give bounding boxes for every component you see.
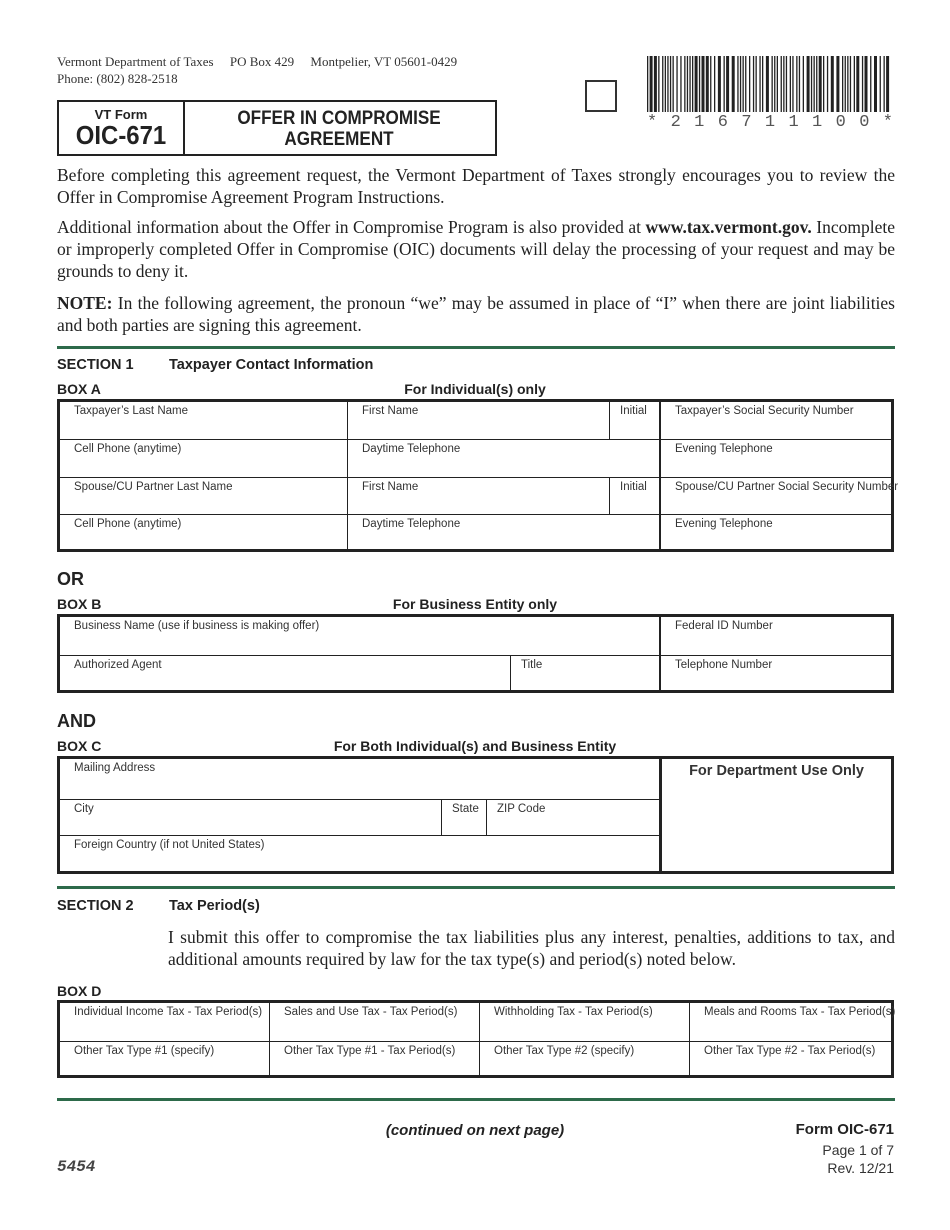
barcode-bar [650, 56, 653, 112]
form-title-line2: AGREEMENT [284, 129, 394, 150]
barcode-bar [880, 56, 881, 112]
department-use-only: For Department Use Only [659, 759, 891, 871]
boxB-grid [57, 614, 894, 693]
intro-p2-before: Additional information about the Offer in Compromise Program is also provided at [57, 217, 646, 237]
form-title-line1: OFFER IN COMPROMISE [237, 108, 441, 129]
header-address [57, 53, 457, 70]
city-field[interactable]: City [60, 799, 441, 835]
barcode-bar [724, 56, 725, 112]
header-phone: Phone: (802) 828-2518 [57, 71, 178, 86]
barcode [647, 56, 893, 112]
barcode-bar [799, 56, 800, 112]
boxD-label: BOX D [57, 983, 102, 999]
barcode-bar [874, 56, 877, 112]
boxD-grid [57, 1000, 894, 1078]
sales-use-tax-periods-field[interactable]: Sales and Use Tax - Tax Period(s) [269, 1003, 479, 1041]
section1-label: SECTION 1 [57, 357, 134, 373]
individual-income-tax-periods-field[interactable]: Individual Income Tax - Tax Period(s) [74, 1006, 263, 1018]
business-name-field[interactable]: Business Name (use if business is making offer) [74, 620, 320, 632]
barcode-bar [790, 56, 791, 112]
barcode-bar [850, 56, 851, 112]
intro-paragraph-2 [57, 216, 895, 282]
barcode-bar [726, 56, 729, 112]
barcode-char: 1 [788, 113, 799, 132]
boxC-label: BOX C [57, 738, 102, 754]
and-label: AND [57, 711, 96, 731]
form-number: OIC-671 [75, 120, 167, 150]
barcode-bar [714, 56, 715, 112]
barcode-bar [831, 56, 834, 112]
barcode-bar [884, 56, 885, 112]
other-tax-type-1-field[interactable]: Other Tax Type #1 (specify) [60, 1041, 269, 1075]
barcode-bar [654, 56, 657, 112]
barcode-bar [718, 56, 721, 112]
barcode-char: 1 [812, 113, 823, 132]
taxpayer-ssn-field[interactable]: Taxpayer’s Social Security Number [659, 402, 891, 439]
section2-label: SECTION 2 [57, 898, 134, 914]
withholding-tax-periods-field[interactable]: Withholding Tax - Tax Period(s) [479, 1003, 689, 1041]
barcode-bar [865, 56, 868, 112]
barcode-char: 1 [694, 113, 705, 132]
barcode-bar [676, 56, 677, 112]
form-title [199, 108, 480, 150]
po-box: PO Box 429 [229, 54, 295, 69]
boxA-subtitle: For Individual(s) only [404, 381, 546, 397]
barcode-bar [745, 56, 746, 112]
section2-statement: I submit this offer to compromise the tax liabilities plus any interest, penalties, additions to tax, and additional amounts required by law for the tax type(s) and period(s) noted below. [168, 927, 895, 969]
barcode-bar [823, 56, 824, 112]
barcode-bar [862, 56, 863, 112]
zip-field[interactable]: ZIP Code [486, 799, 659, 835]
barcode-bar [673, 56, 674, 112]
spouse-initial-field[interactable]: Initial [609, 477, 659, 514]
barcode-bar [786, 56, 787, 112]
barcode-bar [692, 56, 693, 112]
foreign-country-field[interactable]: Foreign Country (if not United States) [60, 835, 659, 871]
barcode-bar [706, 56, 709, 112]
barcode-bar [749, 56, 750, 112]
section-divider [57, 886, 895, 889]
dept-name: Vermont Department of Taxes [57, 54, 214, 69]
boxC-grid [57, 756, 894, 874]
barcode-bar [870, 56, 871, 112]
authorized-agent-field[interactable]: Authorized Agent [60, 655, 510, 690]
barcode-bar [667, 56, 668, 112]
barcode-bar [783, 56, 784, 112]
barcode-char: 6 [717, 113, 728, 132]
barcode-bar [680, 56, 681, 112]
amended-checkbox[interactable] [585, 80, 617, 112]
barcode-bar [847, 56, 848, 112]
city-line: Montpelier, VT 05601-0429 [310, 54, 458, 69]
barcode-bar [670, 56, 671, 112]
barcode-bar [684, 56, 685, 112]
barcode-bar [807, 56, 810, 112]
vt-form-label: VT Form [94, 107, 148, 122]
note-label: NOTE: [57, 293, 113, 313]
spouse-first-name-field[interactable]: First Name [347, 477, 609, 514]
taxpayer-first-name-field[interactable]: First Name [347, 402, 609, 439]
business-telephone-field[interactable]: Telephone Number [659, 655, 891, 690]
barcode-bar [796, 56, 797, 112]
other-tax-type-2-periods-field[interactable]: Other Tax Type #2 - Tax Period(s) [689, 1041, 891, 1075]
footer-form-name: Form OIC-671 [795, 1121, 894, 1138]
meals-rooms-tax-periods-field[interactable]: Meals and Rooms Tax - Tax Period(s) [689, 1003, 891, 1041]
form-id-box [57, 100, 497, 156]
form-number-block [59, 102, 185, 154]
mailing-address-field[interactable]: Mailing Address [74, 762, 156, 774]
barcode-bar [816, 56, 817, 112]
barcode-bar [740, 56, 741, 112]
barcode-bar [687, 56, 688, 112]
barcode-char: 0 [835, 113, 846, 132]
barcode-char: * [647, 113, 658, 132]
spouse-evening-tel-field[interactable]: Evening Telephone [659, 514, 891, 549]
barcode-text [647, 113, 893, 132]
spouse-last-name-field[interactable]: Spouse/CU Partner Last Name [60, 477, 347, 514]
boxB-label: BOX B [57, 596, 102, 612]
section-divider [57, 346, 895, 349]
barcode-bar [658, 56, 659, 112]
other-tax-type-1-periods-field[interactable]: Other Tax Type #1 - Tax Period(s) [269, 1041, 479, 1075]
barcode-bar [781, 56, 782, 112]
barcode-bar [842, 56, 843, 112]
barcode-char: 2 [670, 113, 681, 132]
barcode-bar [647, 56, 648, 112]
barcode-bar [803, 56, 804, 112]
barcode-char: * [882, 113, 893, 132]
section1-header [57, 357, 457, 373]
barcode-bar [836, 56, 839, 112]
barcode-bar [699, 56, 700, 112]
spouse-daytime-tel-field[interactable]: Daytime Telephone [347, 514, 659, 549]
taxpayer-last-name-field[interactable]: Taxpayer’s Last Name [74, 405, 188, 417]
barcode-bar [753, 56, 754, 112]
barcode-bar [702, 56, 705, 112]
barcode-bar [759, 56, 760, 112]
footer-page-number: Page 1 of 7 [822, 1142, 894, 1158]
barcode-char: 0 [859, 113, 870, 132]
barcode-bar [845, 56, 846, 112]
continued-note: (continued on next page) [385, 1122, 565, 1139]
barcode-char: 7 [741, 113, 752, 132]
boxB-subtitle: For Business Entity only [392, 596, 558, 612]
barcode-bar [665, 56, 666, 112]
footer-revision: Rev. 12/21 [827, 1160, 894, 1176]
spouse-cell-phone-field[interactable]: Cell Phone (anytime) [60, 514, 347, 549]
barcode-bar [792, 56, 793, 112]
footer-code: 5454 [57, 1158, 96, 1176]
barcode-char: 1 [764, 113, 776, 132]
barcode-bar [856, 56, 859, 112]
other-tax-type-2-field[interactable]: Other Tax Type #2 (specify) [479, 1041, 689, 1075]
taxpayer-cell-phone-field[interactable]: Cell Phone (anytime) [60, 439, 347, 477]
taxpayer-evening-tel-field[interactable]: Evening Telephone [659, 439, 891, 477]
section2-header [57, 898, 457, 914]
barcode-bar [774, 56, 775, 112]
barcode-bar [811, 56, 812, 112]
barcode-bar [772, 56, 773, 112]
barcode-bar [762, 56, 763, 112]
barcode-bar [819, 56, 822, 112]
barcode-bar [689, 56, 690, 112]
barcode-bar [732, 56, 735, 112]
spouse-ssn-field[interactable]: Spouse/CU Partner Social Security Number [659, 477, 891, 514]
boxA-grid [57, 399, 899, 552]
footer-divider [57, 1098, 895, 1101]
section2-title: Tax Period(s) [169, 898, 260, 914]
barcode-bar [766, 56, 769, 112]
barcode-bar [777, 56, 778, 112]
note-text: In the following agreement, the pronoun “we” may be assumed in place of “I” when there are joint liabilities and both parties are signing this agreement. [57, 293, 895, 335]
barcode-bar [886, 56, 889, 112]
state-field[interactable]: State [441, 799, 486, 835]
barcode-bar [743, 56, 744, 112]
boxC-subtitle: For Both Individual(s) and Business Entity [333, 738, 617, 754]
barcode-bar [662, 56, 663, 112]
barcode-bar [827, 56, 828, 112]
barcode-bar [756, 56, 757, 112]
taxpayer-initial-field[interactable]: Initial [609, 402, 659, 439]
intro-p2-after: Incomplete or improperly completed Offer in Compromise (OIC) documents will delay the processing of your request and may be grounds to deny it. [57, 217, 896, 281]
barcode-bar [737, 56, 738, 112]
barcode-bar [695, 56, 698, 112]
note-paragraph [57, 292, 895, 336]
barcode-bar [854, 56, 855, 112]
boxA-label: BOX A [57, 381, 101, 397]
taxpayer-daytime-tel-field[interactable]: Daytime Telephone [347, 439, 659, 477]
federal-id-field[interactable]: Federal ID Number [659, 617, 891, 655]
agent-title-field[interactable]: Title [510, 655, 659, 690]
tax-website-link[interactable]: www.tax.vermont.gov. [645, 217, 812, 237]
barcode-bar [814, 56, 815, 112]
section1-title: Taxpayer Contact Information [169, 357, 374, 373]
barcode-bar [710, 56, 711, 112]
or-label: OR [57, 569, 84, 589]
intro-paragraph-1: Before completing this agreement request, the Vermont Department of Taxes strongly encourages you to review the Offer in Compromise Agreement Program Instructions. [57, 165, 895, 207]
